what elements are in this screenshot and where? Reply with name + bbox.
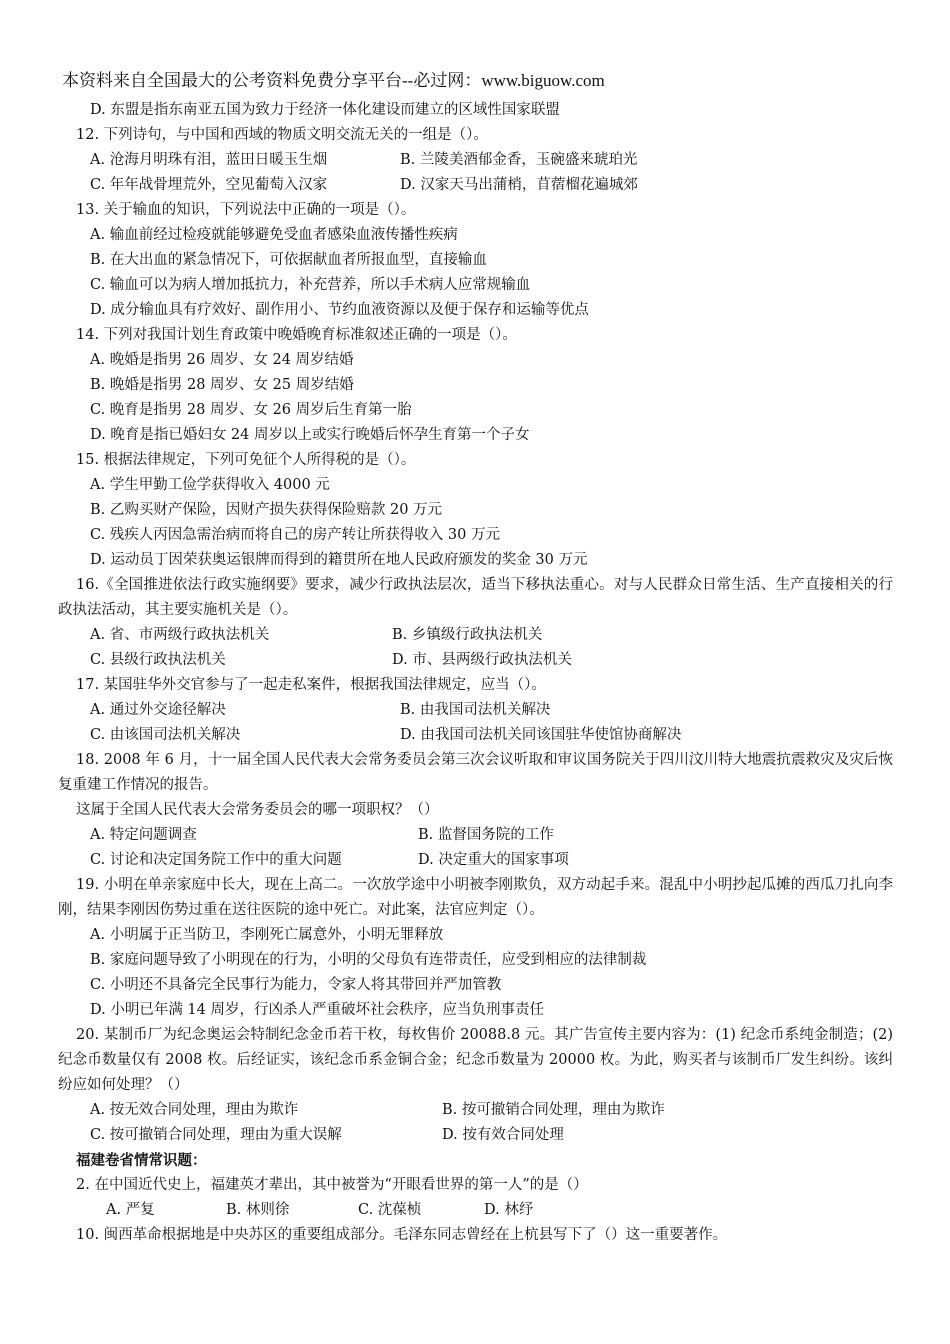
fujian-q2-options (0, 1198, 950, 1223)
q20-options-row-2 (0, 1123, 950, 1148)
q16-stem: 16.《全国推进依法行政实施纲要》要求，减少行政执法层次，适当下移执法重心。对与人民群众日常生活、生产直接相关的行政执法活动，其主要实施机关是（）。 (58, 577, 893, 618)
q20-stem: 20. 某制币厂为纪念奥运会特制纪念金币若干枚，每枚售价 20088.8 元。其广告宣传主要内容为：(1) 纪念币系纯金制造；(2) 纪念币数量仅有 2008 枚。后经证实，该纪念币系金铜合金；纪念币数量为 20000 枚。为此，购买者与该制币厂发生纠纷。该纠纷应如何处理？（） (58, 1027, 893, 1093)
q12-option-a: A. 沧海月明珠有泪，蓝田日暖玉生烟 (90, 152, 328, 168)
q19-stem: 19. 小明在单亲家庭中长大，现在上高二。一次放学途中小明被李刚欺负，双方动起手来。混乱中小明抄起瓜摊的西瓜刀扎向李刚，结果李刚因伤势过重在送往医院的途中死亡。对此案，法官应判定（）。 (58, 877, 893, 918)
q18-stem: 18. 2008 年 6 月，十一届全国人民代表大会常务委员会第三次会议听取和审议国务院关于四川汶川特大地震抗震救灾及灾后恢复重建工作情况的报告。 (58, 752, 893, 793)
q20-options-row-1 (0, 1098, 950, 1123)
q15-stem: 15. 根据法律规定，下列可免征个人所得税的是（）。 (76, 452, 416, 468)
q18-option-b: B. 监督国务院的工作 (418, 827, 554, 843)
q18-option-a: A. 特定问题调查 (90, 827, 197, 843)
q16-options-row-1 (0, 623, 950, 648)
q15-option-d: D. 运动员丁因荣获奥运银牌而得到的籍贯所在地人民政府颁发的奖金 30 万元 (90, 552, 588, 568)
q13-option-a: A. 输血前经过检疫就能够避免受血者感染血液传播性疾病 (90, 227, 458, 243)
q12-options-row-2 (0, 173, 950, 198)
fujian-q2-option-d: D. 林纾 (484, 1202, 534, 1218)
q20-option-b: B. 按可撤销合同处理，理由为欺诈 (442, 1102, 665, 1118)
q14-option-b: B. 晚婚是指男 28 周岁、女 25 周岁结婚 (90, 377, 354, 393)
q20-option-c: C. 按可撤销合同处理，理由为重大误解 (90, 1127, 342, 1143)
fujian-section-title: 福建卷省情常识题： (76, 1152, 207, 1169)
fujian-q2-option-b: B. 林则徐 (226, 1202, 290, 1218)
q15-option-c: C. 残疾人丙因急需治病而将自己的房产转让所获得收入 30 万元 (90, 527, 500, 543)
q17-options-row-2 (0, 723, 950, 748)
q13-option-c: C. 输血可以为病人增加抵抗力，补充营养，所以手术病人应常规输血 (90, 277, 531, 293)
q11-option-d: D. 东盟是指东南亚五国为致力于经济一体化建设而建立的区域性国家联盟 (90, 102, 560, 118)
q17-option-b: B. 由我国司法机关解决 (400, 702, 551, 718)
source-header: 本资料来自全国最大的公考资料免费分享平台--必过网：www.biguow.com (62, 71, 605, 90)
q14-option-c: C. 晚育是指男 28 周岁、女 26 周岁后生育第一胎 (90, 402, 412, 418)
fujian-q2-option-a: A. 严复 (106, 1202, 155, 1218)
q13-option-d: D. 成分输血具有疗效好、副作用小、节约血液资源以及便于保存和运输等优点 (90, 302, 589, 318)
q18-stem-continued: 这属于全国人民代表大会常务委员会的哪一项职权？（） (76, 802, 439, 818)
q14-stem: 14. 下列对我国计划生育政策中晚婚晚育标准叙述正确的一项是（）。 (76, 327, 517, 343)
q15-option-a: A. 学生甲勤工俭学获得收入 4000 元 (90, 477, 330, 493)
fujian-q2-stem: 2. 在中国近代史上，福建英才辈出，其中被誉为“开眼看世界的第一人”的是（） (76, 1177, 588, 1193)
q13-option-b: B. 在大出血的紧急情况下，可依据献血者所报血型，直接输血 (90, 252, 487, 268)
q15-option-b: B. 乙购买财产保险，因财产损失获得保险赔款 20 万元 (90, 502, 443, 518)
q19-option-a: A. 小明属于正当防卫，李刚死亡属意外，小明无罪释放 (90, 927, 444, 943)
q16-option-d: D. 市、县两级行政执法机关 (392, 652, 572, 668)
q17-options-row-1 (0, 698, 950, 723)
q17-option-a: A. 通过外交途径解决 (90, 702, 226, 718)
fujian-q2-option-c: C. 沈葆桢 (358, 1202, 422, 1218)
fujian-q10-stem: 10. 闽西革命根据地是中央苏区的重要组成部分。毛泽东同志曾经在上杭县写下了（）这一重要著作。 (76, 1227, 728, 1243)
q16-option-b: B. 乡镇级行政执法机关 (392, 627, 543, 643)
q13-stem: 13. 关于输血的知识，下列说法中正确的一项是（）。 (76, 202, 416, 218)
q16-options-row-2 (0, 648, 950, 673)
q20-option-d: D. 按有效合同处理 (442, 1127, 564, 1143)
question-content (0, 98, 950, 1248)
q16-option-c: C. 县级行政执法机关 (90, 652, 226, 668)
q19-option-c: C. 小明还不具备完全民事行为能力，令家人将其带回并严加管教 (90, 977, 502, 993)
q12-stem: 12. 下列诗句，与中国和西域的物质文明交流无关的一组是（）。 (76, 127, 488, 143)
q12-option-c: C. 年年战骨埋荒外，空见葡萄入汉家 (90, 177, 328, 193)
q14-option-a: A. 晚婚是指男 26 周岁、女 24 周岁结婚 (90, 352, 354, 368)
q18-option-c: C. 讨论和决定国务院工作中的重大问题 (90, 852, 342, 868)
q18-options-row-1 (0, 823, 950, 848)
q18-options-row-2 (0, 848, 950, 873)
q17-option-d: D. 由我国司法机关同该国驻华使馆协商解决 (400, 727, 682, 743)
q20-option-a: A. 按无效合同处理，理由为欺诈 (90, 1102, 299, 1118)
q17-stem: 17. 某国驻华外交官参与了一起走私案件，根据我国法律规定，应当（）。 (76, 677, 546, 693)
q16-option-a: A. 省、市两级行政执法机关 (90, 627, 270, 643)
q18-option-d: D. 决定重大的国家事项 (418, 852, 569, 868)
q19-option-b: B. 家庭问题导致了小明现在的行为，小明的父母负有连带责任，应受到相应的法律制裁 (90, 952, 647, 968)
q17-option-c: C. 由该国司法机关解决 (90, 727, 241, 743)
q14-option-d: D. 晚育是指已婚妇女 24 周岁以上或实行晚婚后怀孕生育第一个子女 (90, 427, 530, 443)
q12-option-b: B. 兰陵美酒郁金香，玉碗盛来琥珀光 (400, 152, 638, 168)
q12-options-row-1 (0, 148, 950, 173)
q19-option-d: D. 小明已年满 14 周岁，行凶杀人严重破坏社会秩序，应当负刑事责任 (90, 1002, 544, 1018)
q12-option-d: D. 汉家天马出蒲梢，苜蓿榴花遍城郊 (400, 177, 638, 193)
